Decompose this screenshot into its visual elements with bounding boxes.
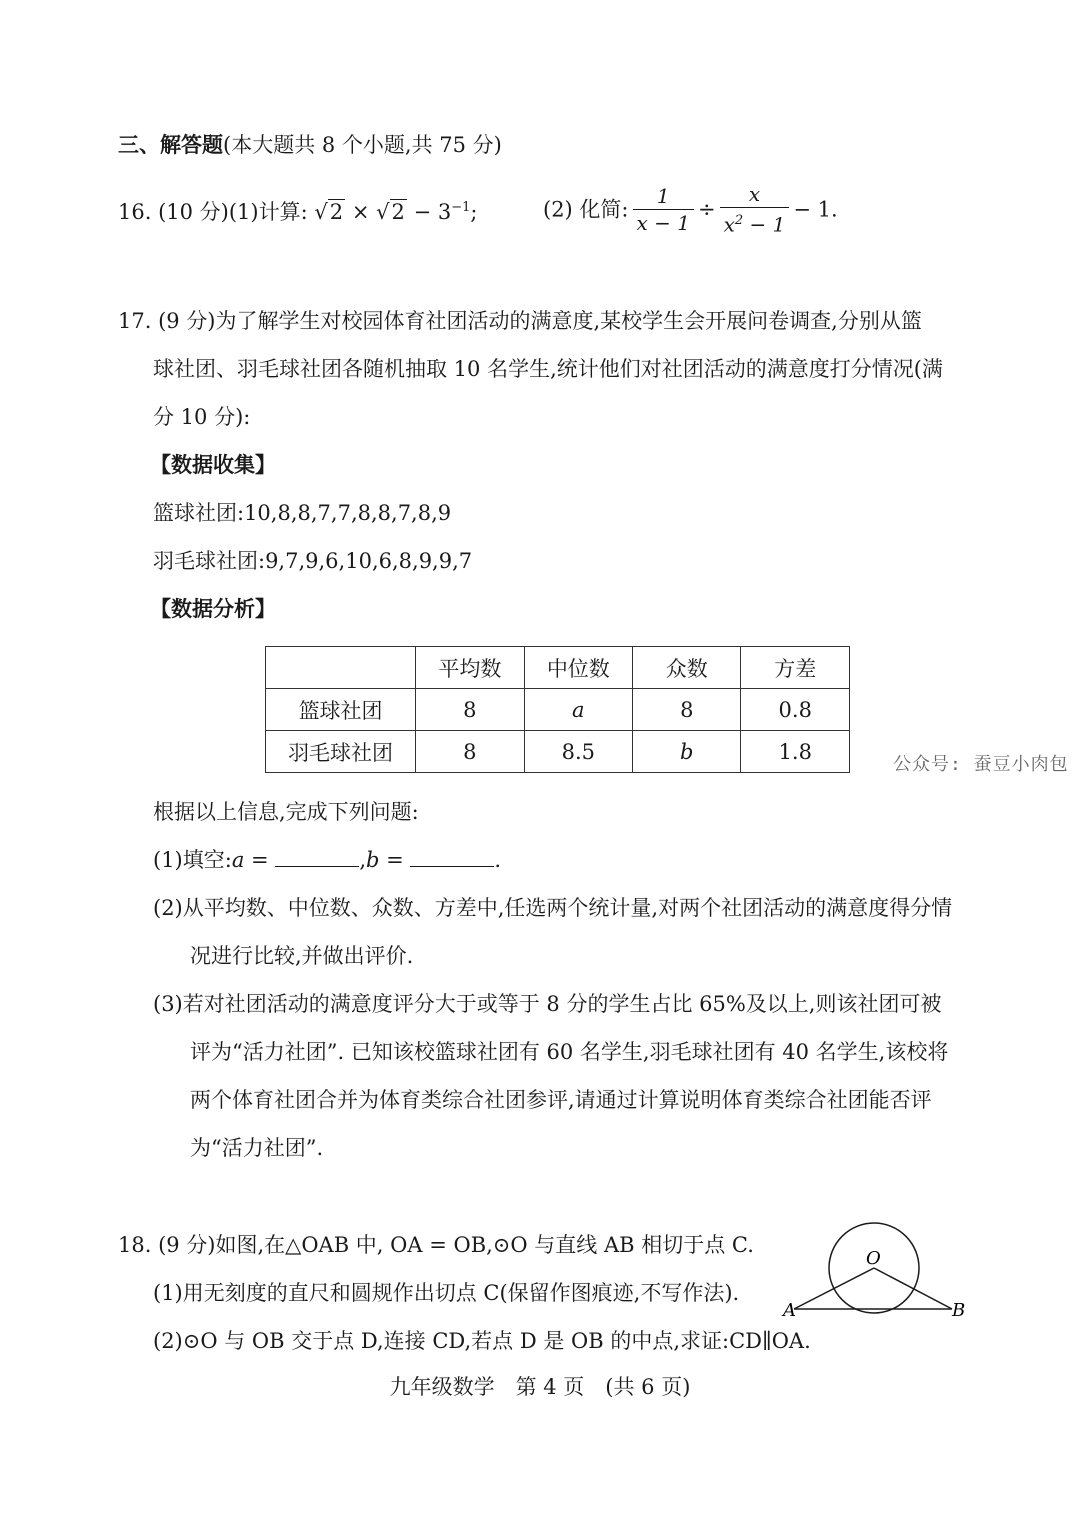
section-note: (本大题共 8 个小题,共 75 分) bbox=[223, 133, 502, 157]
exponent: −1 bbox=[451, 200, 471, 215]
q16-part1-label: (1)计算: bbox=[228, 200, 308, 224]
section-header bbox=[118, 130, 502, 160]
q16-number: 16. (10 分) bbox=[118, 200, 229, 224]
table-header-cell: 平均数 bbox=[416, 647, 524, 689]
table-cell: 篮球社团 bbox=[266, 689, 416, 731]
basketball-data: 篮球社团:10,8,8,7,7,8,8,7,8,9 bbox=[153, 501, 452, 525]
q17-intro: 根据以上信息,完成下列问题: bbox=[153, 800, 419, 824]
table-row bbox=[266, 689, 850, 731]
table-cell: b bbox=[633, 731, 741, 773]
table-header-cell: 众数 bbox=[633, 647, 741, 689]
fraction-2: $\frac{x}{x^2 - 1}$ bbox=[720, 181, 790, 238]
q17-part3-line4: 为“活力社团”. bbox=[190, 1136, 324, 1160]
page-footer: 九年级数学 第 4 页 (共 6 页) bbox=[389, 1375, 691, 1399]
q17-line1: 17. (9 分)为了解学生对校园体育社团活动的满意度,某校学生会开展问卷调查,分别从篮 bbox=[118, 309, 922, 333]
q17-part3-line3: 两个体育社团合并为体育类综合社团参评,请通过计算说明体育类综合社团能否评 bbox=[190, 1088, 932, 1112]
table-cell: 8.5 bbox=[524, 731, 633, 773]
fraction-1: $\frac{1}{x - 1}$ bbox=[633, 183, 694, 236]
q17-part1: (1)填空:a = ,b = . bbox=[153, 848, 502, 872]
segment-oa bbox=[794, 1268, 874, 1309]
q17-part3-line2: 评为“活力社团”. 已知该校篮球社团有 60 名学生,羽毛球社团有 40 名学生,该校将 bbox=[190, 1040, 949, 1064]
table-cell: 1.8 bbox=[741, 731, 850, 773]
badminton-data: 羽毛球社团:9,7,9,6,10,6,8,9,9,7 bbox=[153, 549, 473, 573]
q17-part2-line1: (2)从平均数、中位数、众数、方差中,任选两个统计量,对两个社团活动的满意度得分情 bbox=[153, 896, 953, 920]
table-cell: 0.8 bbox=[741, 689, 850, 731]
q18-part2: (2)⊙O 与 OB 交于点 D,连接 CD,若点 D 是 OB 的中点,求证:CD∥OA. bbox=[153, 1329, 811, 1353]
watermark: 公众号: 蚕豆小肉包 bbox=[893, 754, 1069, 775]
data-collection-header: 【数据收集】 bbox=[150, 453, 276, 477]
q16-tail: − 1. bbox=[793, 197, 838, 222]
q17-part2-line2: 况进行比较,并做出评价. bbox=[190, 944, 414, 968]
q17-part3-line1: (3)若对社团活动的满意度评分大于或等于 8 分的学生占比 65%及以上,则该社团可被 bbox=[153, 992, 942, 1016]
section-title: 三、解答题 bbox=[118, 132, 223, 157]
q17-line3: 分 10 分): bbox=[153, 405, 251, 429]
table-header-cell bbox=[266, 647, 416, 689]
answer-blank-a bbox=[275, 848, 359, 867]
table-header-cell: 方差 bbox=[741, 647, 850, 689]
q16-part2-label: (2) 化简: bbox=[543, 197, 629, 222]
table-header-cell: 中位数 bbox=[524, 647, 633, 689]
table-cell: 8 bbox=[416, 689, 524, 731]
q16-part1 bbox=[118, 193, 477, 227]
geometry-figure bbox=[780, 1212, 970, 1332]
table-row bbox=[266, 731, 850, 773]
q17-line2: 球社团、羽毛球社团各随机抽取 10 名学生,统计他们对社团活动的满意度打分情况(满 bbox=[153, 357, 943, 381]
times-sign: × bbox=[351, 200, 370, 224]
q18-line1: 18. (9 分)如图,在△OAB 中, OA = OB,⊙O 与直线 AB 相切于点 C. bbox=[118, 1233, 754, 1257]
segment-ob bbox=[874, 1268, 952, 1309]
q18-part1: (1)用无刻度的直尺和圆规作出切点 C(保留作图痕迹,不写作法). bbox=[153, 1281, 740, 1305]
table-cell: 8 bbox=[633, 689, 741, 731]
label-b: B bbox=[952, 1300, 966, 1321]
data-analysis-header: 【数据分析】 bbox=[150, 597, 276, 621]
minus-term: − 3 bbox=[413, 200, 452, 224]
sqrt-expression-a: √2 bbox=[314, 200, 344, 224]
label-o: O bbox=[866, 1248, 881, 1269]
statistics-table bbox=[265, 646, 850, 773]
table-cell: a bbox=[524, 689, 633, 731]
table-header-row bbox=[266, 647, 850, 689]
divide-sign: ÷ bbox=[697, 197, 716, 222]
q16-part2 bbox=[543, 180, 838, 238]
semicolon: ; bbox=[470, 200, 478, 224]
label-a: A bbox=[783, 1300, 796, 1321]
table-cell: 羽毛球社团 bbox=[266, 731, 416, 773]
table-cell: 8 bbox=[416, 731, 524, 773]
answer-blank-b bbox=[410, 848, 494, 867]
sqrt-expression-b: √2 bbox=[376, 200, 405, 224]
